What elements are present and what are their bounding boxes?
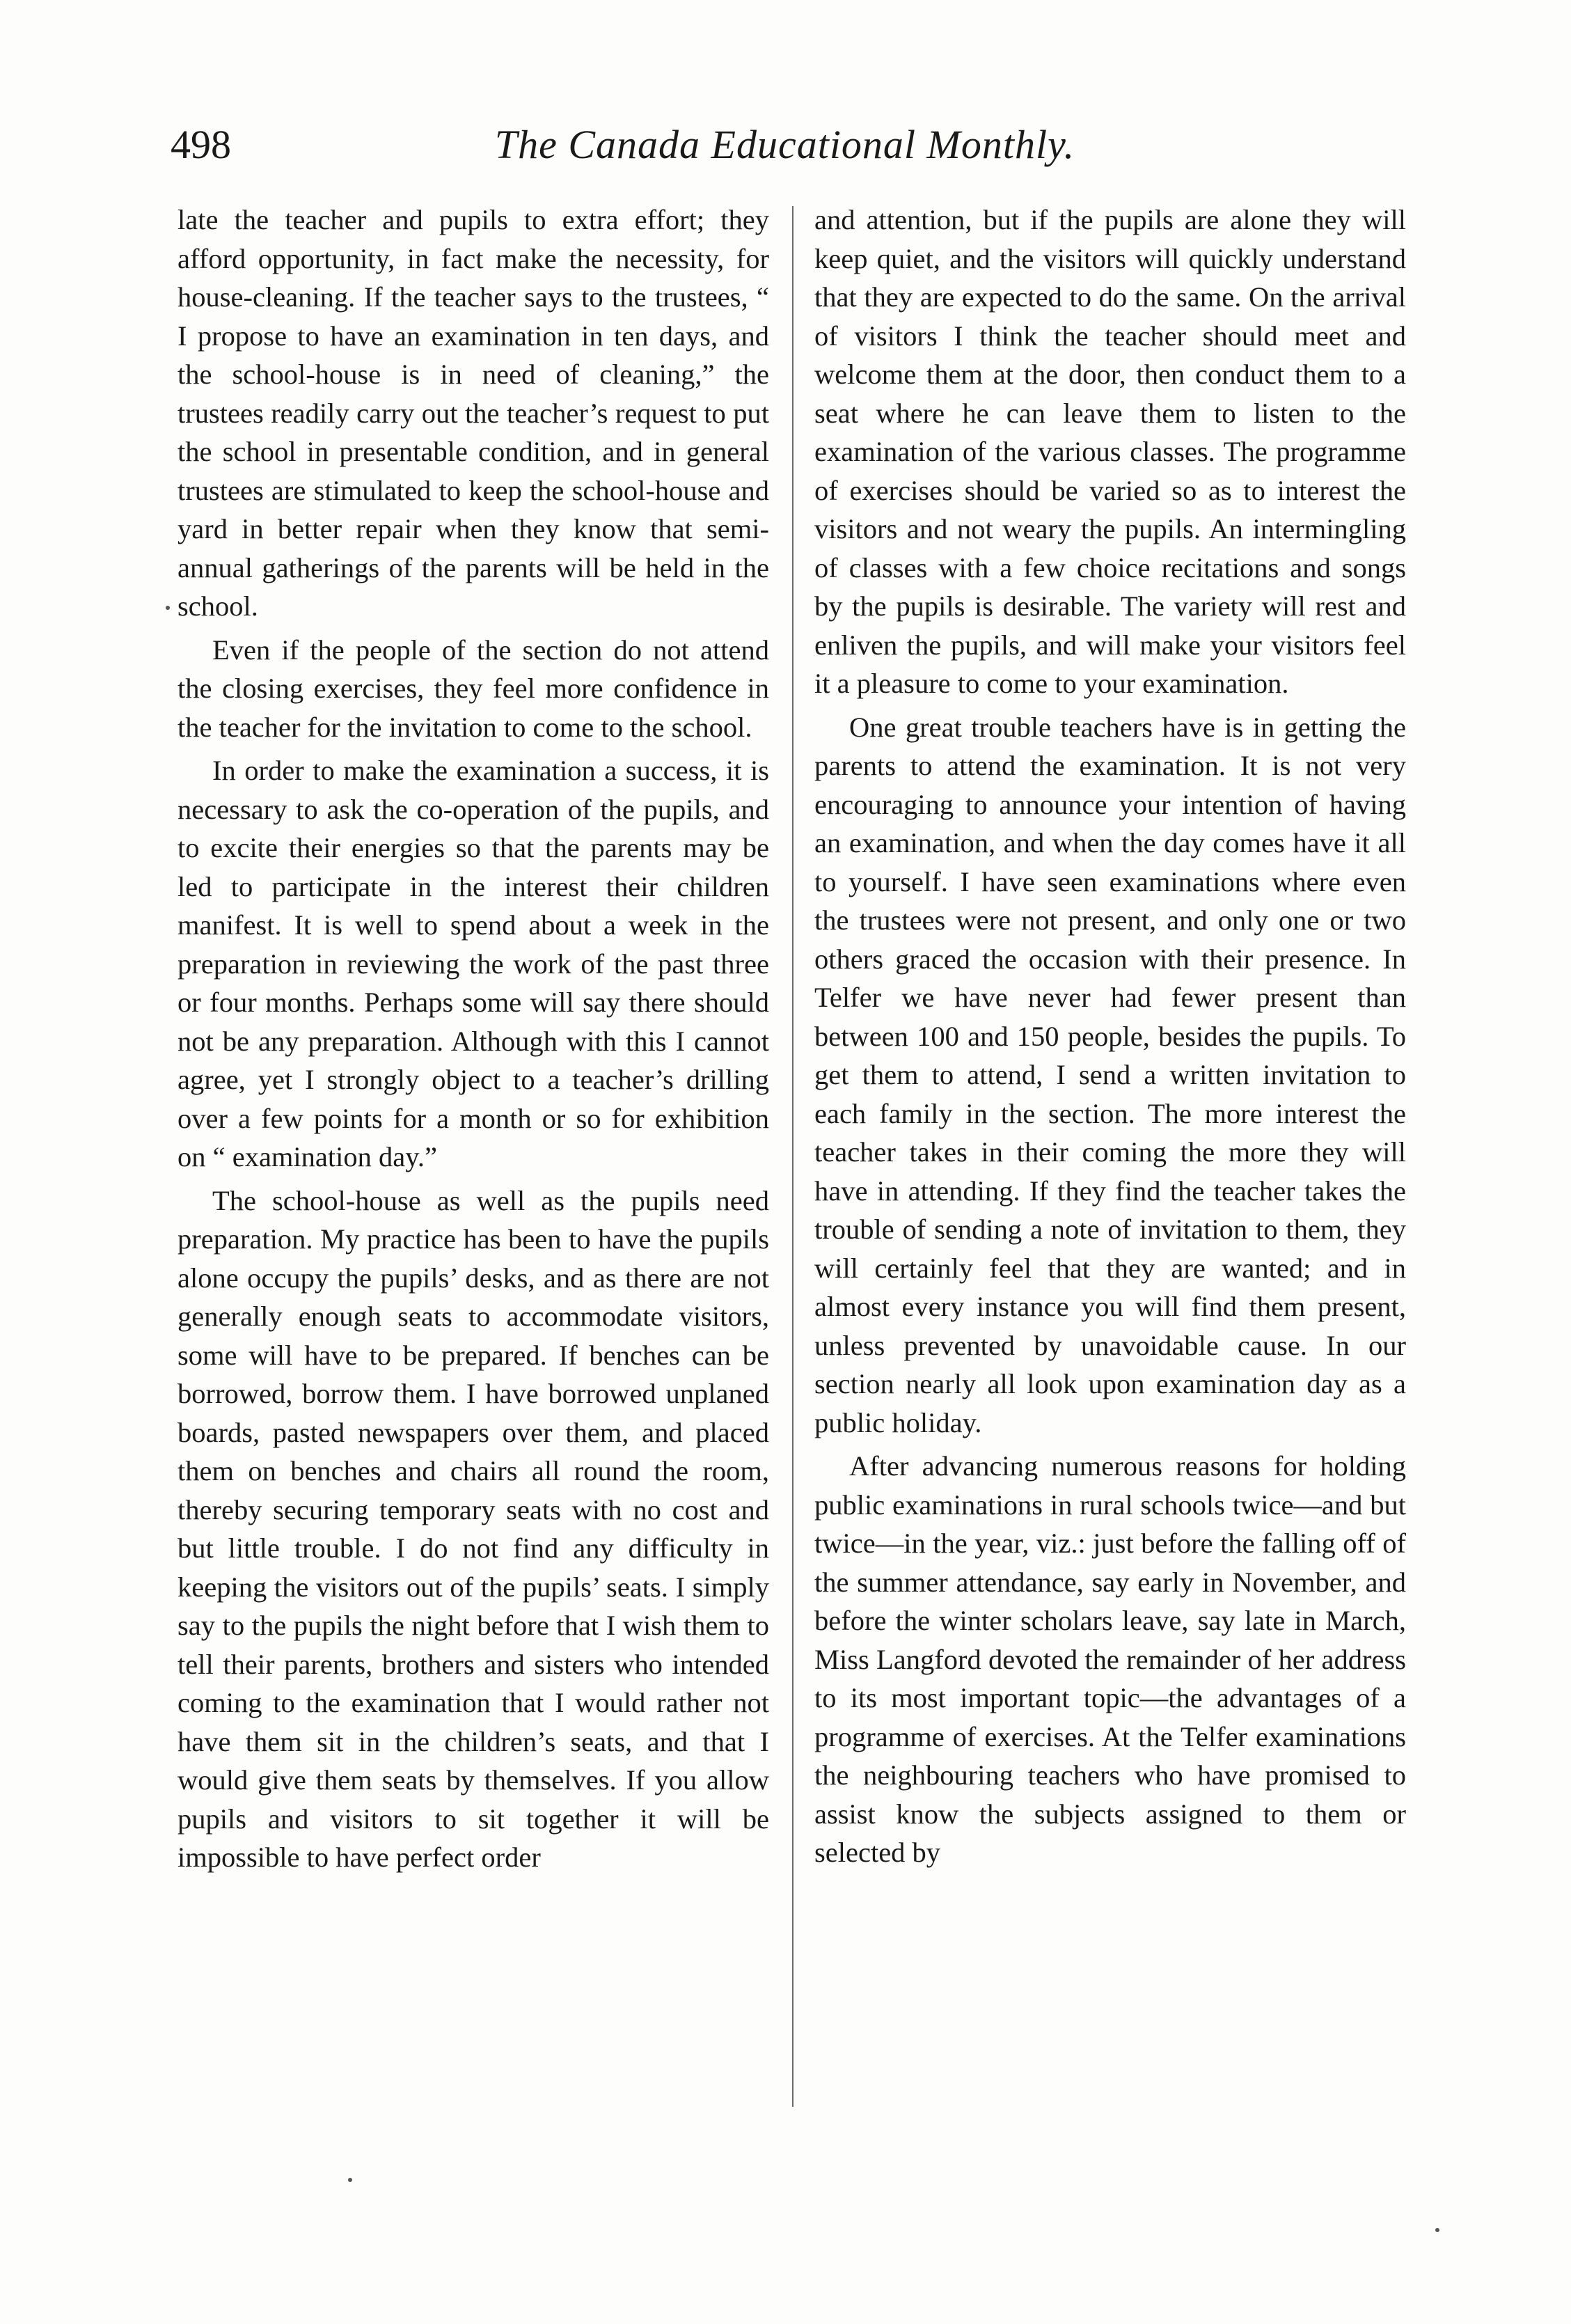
right-column (814, 201, 1406, 1872)
margin-mark (166, 606, 170, 610)
paragraph: Even if the people of the section do not attend the closing exercises, they feel more confidence in the teacher for the invitation to come to the school. (177, 634, 769, 743)
paragraph: One great trouble teachers have is in getting the parents to attend the examination. It is not very encouraging to announce your intention of having an examination, and when the day comes have it all to yourself. I have seen examinations where even the trustees were not present, and only one or two others graced the occasion with their presence. In Telfer we have never had fewer present than between 100 and 150 people, besides the pupils. To get them to attend, I send a written invitation to each family in the section. The more interest the teacher takes in their coming the more they will have in attending. If they find the teacher takes the trouble of sending a note of invitation to them, they will certainly feel that they are wanted; and in almost every instance you will find them present, unless prevented by unavoidable cause. In our section nearly all look upon examination day as a public holiday. (814, 711, 1406, 1438)
column-divider (792, 206, 794, 2107)
page-header (171, 117, 1399, 180)
paragraph: and attention, but if the pupils are alone they will keep quiet, and the visitors will quickly understand that they are expected to do the same. On the arrival of visitors I think the teacher should meet and welcome them at the door, then conduct them to a seat where he can leave them to listen to the examination of the various classes. The programme of exercises should be varied so as to interest the visitors and not weary the pupils. An intermingling of classes with a few choice recitations and songs by the pupils is desirable. The variety will rest and enliven the pupils, and will make your visitors feel it a pleasure to come to your examination. (814, 204, 1406, 699)
paragraph: After advancing numerous reasons for holding public examinations in rural schools twice—and but twice—in the year, viz.: just before the falling off of the summer attendance, say early in November, and before the winter scholars leave, say late in March, Miss Langford devoted the remainder of her address to its most important topic—the advantages of a programme of exercises. At the Telfer examinations the neighbouring teachers who have promised to assist know the subjects assigned to them or selected by (814, 1450, 1406, 1868)
paragraph: In order to make the examination a success, it is necessary to ask the co-operation of the pupils, and to excite their energies so that the parents may be led to participate in the interest their children manifest. It is well to spend about a week in the preparation in reviewing the work of the past three or four months. Perhaps some will say there should not be any preparation. Although with this I cannot agree, yet I strongly object to a teacher’s drilling over a few points for a month or so for exhibition on “ examination day.” (177, 755, 769, 1172)
margin-mark (1435, 2228, 1439, 2232)
page-number: 498 (171, 122, 231, 167)
running-title: The Canada Educational Monthly. (494, 122, 1075, 167)
left-column (177, 201, 769, 1877)
margin-mark (348, 2178, 352, 2182)
paragraph: late the teacher and pupils to extra effort; they afford opportunity, in fact make the necessity, for house-cleaning. If the teacher says to the trustees, “ I propose to have an examination in ten days, and the school-house is in need of cleaning,” the trustees readily carry out the teacher’s request to put the school in presentable condition, and in general trustees are stimulated to keep the school-house and yard in better repair when they know that semi-annual gatherings of the parents will be held in the school. (177, 204, 769, 622)
paragraph: The school-house as well as the pupils need preparation. My practice has been to have the pupils alone occupy the pupils’ desks, and as there are not generally enough seats to accommodate visitors, some will have to be prepared. If benches can be borrowed, borrow them. I have borrowed unplaned boards, pasted newspapers over them, and placed them on benches and chairs all round the room, thereby securing temporary seats with no cost and but little trouble. I do not find any difficulty in keeping the visitors out of the pupils’ seats. I simply say to the pupils the night before that I wish them to tell their parents, brothers and sisters who intended coming to the examination that I would rather not have them sit in the children’s seats, and that I would give them seats by themselves. If you allow pupils and visitors to sit together it will be impossible to have perfect order (177, 1184, 769, 1873)
